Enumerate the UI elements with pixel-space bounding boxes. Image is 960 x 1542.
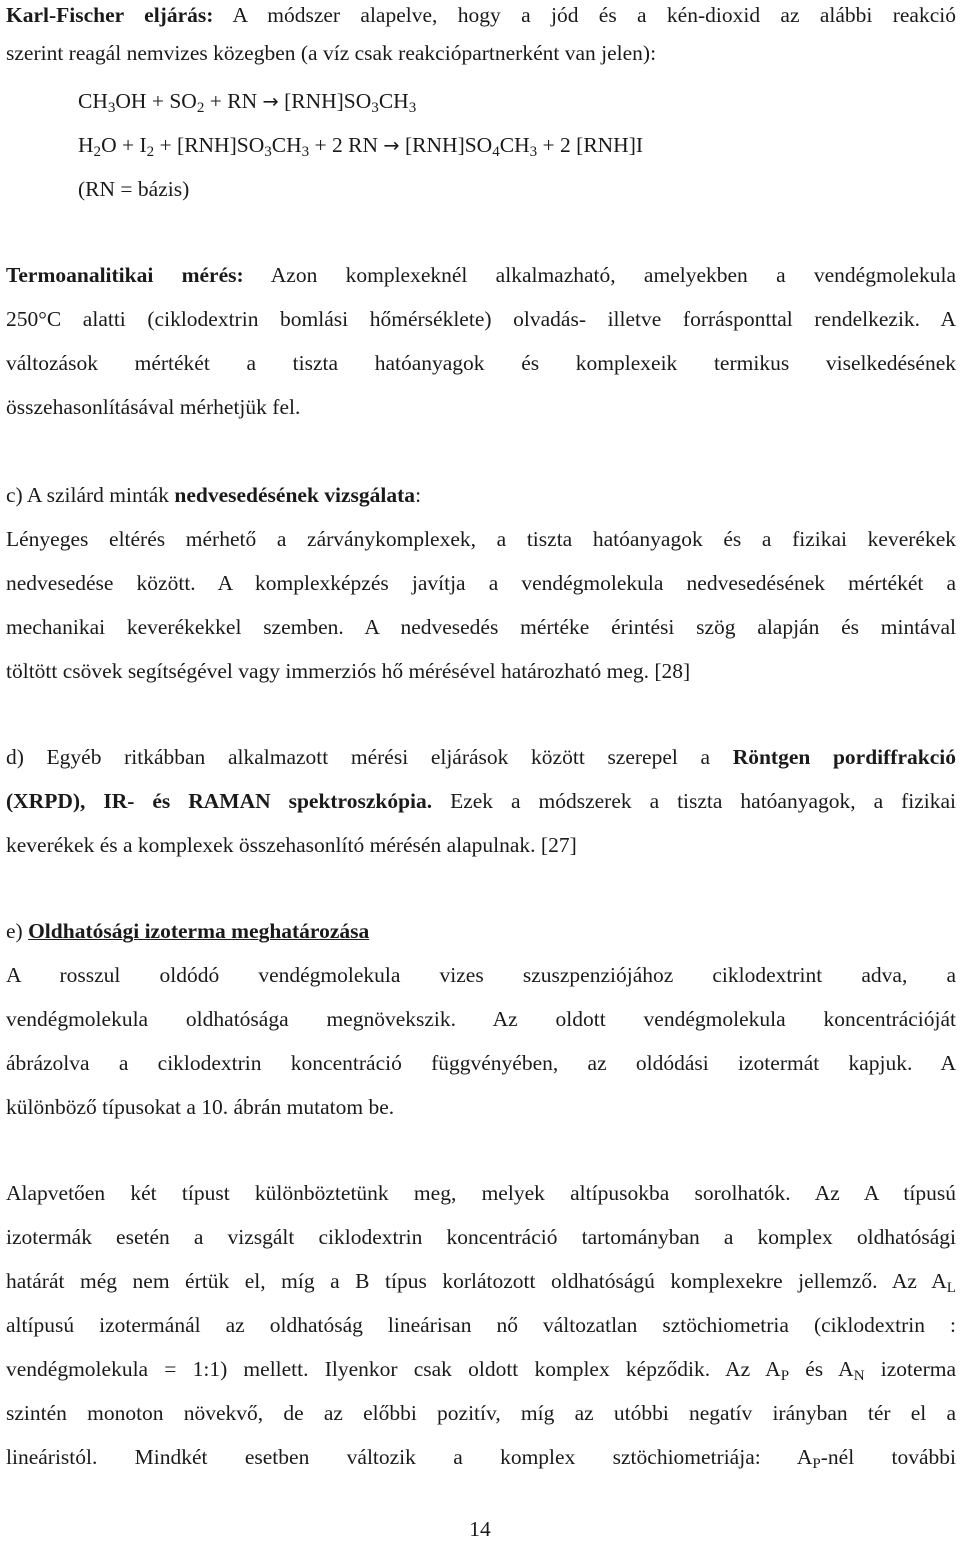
p2-line-6: szintén monoton növekvő, de az előbbi pozitív, míg az utóbbi negatív irányban tér el a xyxy=(6,1401,956,1425)
c-line-3: nedvesedése között. A komplexképzés javítja a vendégmolekula nedvesedésének mértékét a xyxy=(6,571,956,595)
c-line-4: mechanikai keverékekkel szemben. A nedvesedés mértéke érintési szög alapján és mintával xyxy=(6,615,956,639)
termo-line-4: összehasonlításával mérhetjük fel. xyxy=(6,395,301,419)
e-line-2: A rosszul oldódó vendégmolekula vizes szuszpenziójához ciklodextrint adva, a xyxy=(6,963,956,987)
termo-line-2: 250°C alatti (ciklodextrin bomlási hőmérséklete) olvadás- illetve forrásponttal rendelkezik. A xyxy=(6,307,956,331)
termo-line-3: változások mértékét a tiszta hatóanyagok és komplexeik termikus viselkedésének xyxy=(6,351,956,375)
reaction-arrow-icon: → xyxy=(262,90,279,113)
c-line-2: Lényeges eltérés mérhető a zárványkomplexek, a tiszta hatóanyagok és a fizikai keverékek xyxy=(6,527,956,551)
d-line-2: (XRPD), IR- és RAMAN spektroszkópia. Ezek a módszerek a tiszta hatóanyagok, a fizikai xyxy=(6,789,956,813)
p2-line-3: határát még nem értük el, míg a B típus korlátozott oldhatóságú komplexekre jellemző. Az $A_L$ xyxy=(6,1269,956,1296)
termo-line-1: Termoanalitikai mérés: Azon komplexeknél alkalmazható, amelyekben a vendégmolekula xyxy=(6,263,956,287)
section-c-title: nedvesedésének vizsgálata xyxy=(174,483,416,507)
kf-line-1: Karl-Fischer eljárás: A módszer alapelve, hogy a jód és a kén-dioxid az alábbi reakció xyxy=(6,3,956,27)
reaction-arrow-icon: → xyxy=(383,134,400,157)
section-e-heading: e) Oldhatósági izoterma meghatározása xyxy=(6,919,370,943)
section-e-title: Oldhatósági izoterma meghatározása xyxy=(28,919,370,943)
d-line-3: keverékek és a komplexek összehasonlító mérésén alapulnak. [27] xyxy=(6,833,577,857)
kf-title: Karl-Fischer eljárás: xyxy=(6,3,214,27)
equation-1: $CH_3OH + SO_2$ + RN → $[RNH]SO_3CH_3$ xyxy=(78,89,417,116)
p2-line-1: Alapvetően két típust különböztetünk meg, melyek altípusokba sorolhatók. Az A típusú xyxy=(6,1181,956,1205)
equation-3: (RN = bázis) xyxy=(78,177,190,201)
c-line-5: töltött csövek segítségével vagy immerziós hő mérésével határozható meg. [28] xyxy=(6,659,691,683)
termo-title: Termoanalitikai mérés: xyxy=(6,263,244,287)
section-c-heading: c) A szilárd minták nedvesedésének vizsgálata: xyxy=(6,483,422,507)
equation-2: $H_2O + I_2 + [RNH]SO_3CH_3 + 2$ RN → $[RNH]SO_4CH_3 + 2$ [RNH]I xyxy=(78,133,644,160)
kf-line-2: szerint reagál nemvizes közegben (a víz csak reakciópartnerként van jelen): xyxy=(6,41,657,65)
p2-line-7: lineáristól. Mindkét esetben változik a komplex sztöchiometriája: $A_P$-nél további xyxy=(6,1445,956,1472)
e-line-3: vendégmolekula oldhatósága megnövekszik. Az oldott vendégmolekula koncentrációját xyxy=(6,1007,956,1031)
d-line-1: d) Egyéb ritkábban alkalmazott mérési eljárások között szerepel a Röntgen pordiffrakció xyxy=(6,745,956,769)
p2-line-5: vendégmolekula = 1:1) mellett. Ilyenkor csak oldott komplex képződik. Az $A_P$ és $A_N$ izoterma xyxy=(6,1357,956,1384)
p2-line-2: izotermák esetén a vizsgált ciklodextrin koncentráció tartományban a komplex oldhatósági xyxy=(6,1225,956,1249)
e-line-4: ábrázolva a ciklodextrin koncentráció függvényében, az oldódási izotermát kapjuk. A xyxy=(6,1051,956,1075)
p2-line-4: altípusú izotermánál az oldhatóság lineárisan nő változatlan sztöchiometria (ciklodextrin : xyxy=(6,1313,956,1337)
page-number: 14 xyxy=(469,1517,491,1541)
e-line-5: különböző típusokat a 10. ábrán mutatom be. xyxy=(6,1095,395,1119)
